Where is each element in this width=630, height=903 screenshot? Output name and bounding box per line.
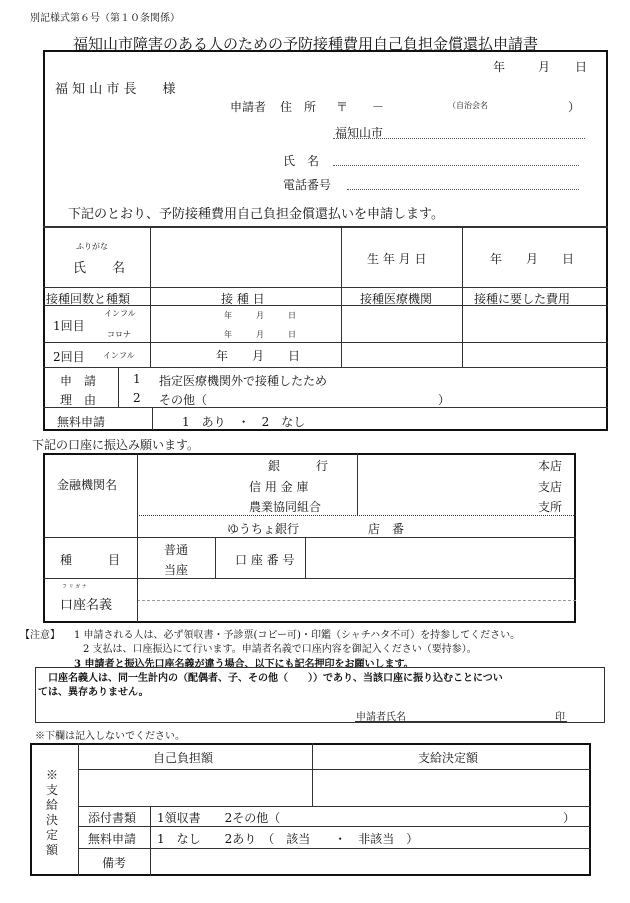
nokyo-option[interactable]: 農業協同組合 bbox=[249, 500, 322, 514]
col-header-cost: 接種に要した費用 bbox=[474, 292, 571, 306]
holder-label: 口座名義 bbox=[60, 598, 113, 613]
office-note: ※下欄は記入しないでください。 bbox=[35, 731, 185, 742]
account-number-field[interactable] bbox=[306, 538, 574, 578]
phone-label: 電話番号 bbox=[283, 178, 332, 192]
dose2-type: インフル bbox=[103, 351, 135, 360]
paren: ） bbox=[568, 100, 581, 114]
date-day: 日 bbox=[575, 60, 588, 74]
dose1-type-flu[interactable]: インフル bbox=[104, 309, 136, 318]
bank-option[interactable]: 銀 行 bbox=[268, 459, 329, 473]
free-label: 無料申請 bbox=[57, 415, 106, 429]
holder-ruby: フ リ ガ ナ bbox=[62, 584, 87, 590]
reason-1-num: 1 bbox=[133, 372, 141, 386]
city-label: 福知山市 bbox=[335, 126, 384, 140]
yucho-label: ゆうちょ銀行 bbox=[227, 522, 300, 536]
note-1: 1 申請される人は、必ず領収書・予診票(コピー可)・印鑑（シャチハタ不可）を持参してください。 bbox=[74, 630, 521, 641]
col-header-clinic: 接種医療機関 bbox=[360, 292, 433, 306]
office-side-label: ※支給決定額 bbox=[46, 768, 59, 857]
dose1-date-a[interactable]: 年 月 日 bbox=[224, 311, 296, 320]
name-label: 氏 名 bbox=[283, 154, 320, 168]
consent-line-1: 口座名義人は、同一生計内の（配偶者、子、その他（ ））であり、当該口座に振り込むことについ bbox=[38, 673, 503, 684]
paren: ） bbox=[563, 811, 576, 825]
address-field[interactable] bbox=[333, 138, 585, 139]
store-number-label: 店 番 bbox=[368, 522, 405, 536]
consent-line-2: ては、異存ありません。 bbox=[38, 687, 149, 698]
applicant-label: 申請者 bbox=[230, 100, 267, 114]
reason-option-2[interactable]: その他（ bbox=[159, 393, 208, 407]
phone-field[interactable] bbox=[347, 189, 579, 190]
toza-option[interactable]: 当座 bbox=[164, 563, 189, 577]
address-label: 住 所 bbox=[280, 100, 317, 114]
reason-label-1: 申 請 bbox=[60, 374, 97, 388]
note-3: 3 申請者と振込先口座名義が違う場合、以下にも記名押印をお願いします。 bbox=[74, 659, 414, 670]
notes-head: 【注意】 bbox=[20, 630, 60, 641]
seal-label: 印 bbox=[555, 712, 565, 723]
account-number-label: 口 座 番 号 bbox=[235, 553, 295, 567]
dose1-date-b[interactable]: 年 月 日 bbox=[224, 330, 296, 339]
postal-field[interactable]: 〒 － bbox=[336, 100, 385, 114]
account-type-label: 種 目 bbox=[60, 553, 121, 567]
shinkin-option[interactable]: 信 用 金 庫 bbox=[249, 480, 309, 494]
paren: ） bbox=[438, 393, 451, 407]
form-number: 別記様式第６号（第１０条関係） bbox=[30, 13, 180, 24]
dose1-label: 1回目 bbox=[53, 319, 85, 333]
self-pay-header: 自己負担額 bbox=[153, 751, 214, 765]
reason-2-num: 2 bbox=[133, 391, 141, 405]
name-label: 氏 名 bbox=[73, 261, 126, 276]
note-2: 2 支払は、口座振込にて行います。申請者名義で口座内容を御記入ください（要持参）。 bbox=[83, 644, 477, 655]
attach-value: 1領収書 2その他（ bbox=[157, 811, 281, 825]
institution-label: 金融機関名 bbox=[57, 478, 118, 492]
signer-field[interactable] bbox=[355, 721, 567, 722]
col-header-dose: 接種回数と種類 bbox=[46, 292, 131, 306]
name-field[interactable] bbox=[333, 165, 579, 166]
dose2-label: 2回目 bbox=[53, 350, 85, 364]
jichikai-field[interactable]: （自治会名 bbox=[448, 101, 488, 110]
shisho-option[interactable]: 支所 bbox=[538, 500, 563, 514]
office-free-value: 1 なし 2あり （ 該当 ・ 非該当 ） bbox=[157, 832, 419, 846]
decision-header: 支給決定額 bbox=[418, 751, 479, 765]
holder-field[interactable] bbox=[138, 579, 574, 621]
birth-field[interactable]: 年 月 日 bbox=[490, 252, 575, 266]
date-year: 年 bbox=[493, 60, 506, 74]
reason-label-2: 理 由 bbox=[60, 393, 97, 407]
addressee: 福 知 山 市 長 様 bbox=[55, 82, 176, 97]
honten-option[interactable]: 本店 bbox=[538, 459, 563, 473]
page-title: 福知山市障害のある人のための予防接種費用自己負担金償還払申請書 bbox=[73, 35, 539, 53]
free-options[interactable]: 1 あり ・ 2 なし bbox=[182, 415, 306, 429]
bank-intro: 下記の口座に振込み願います。 bbox=[32, 438, 200, 452]
col-header-date: 接 種 日 bbox=[221, 292, 265, 306]
statement: 下記のとおり、予防接種費用自己負担金償還払いを申請します。 bbox=[68, 207, 444, 222]
dose2-date[interactable]: 年 月 日 bbox=[216, 349, 301, 363]
date-month: 月 bbox=[538, 60, 551, 74]
reason-option-1[interactable]: 指定医療機関外で接種したため bbox=[159, 374, 328, 388]
furigana-label: ふりがな bbox=[76, 242, 108, 251]
office-free-label: 無料申請 bbox=[88, 832, 137, 846]
dose1-type-covid[interactable]: コロナ bbox=[107, 330, 131, 339]
remarks-label: 備考 bbox=[102, 856, 127, 870]
shiten-option[interactable]: 支店 bbox=[538, 480, 563, 494]
attach-label: 添付書類 bbox=[88, 811, 137, 825]
futsu-option[interactable]: 普通 bbox=[164, 543, 189, 557]
furigana-name-field[interactable] bbox=[151, 227, 340, 287]
birth-label: 生 年 月 日 bbox=[367, 252, 427, 266]
signer-label: 申請者氏名 bbox=[356, 712, 406, 723]
